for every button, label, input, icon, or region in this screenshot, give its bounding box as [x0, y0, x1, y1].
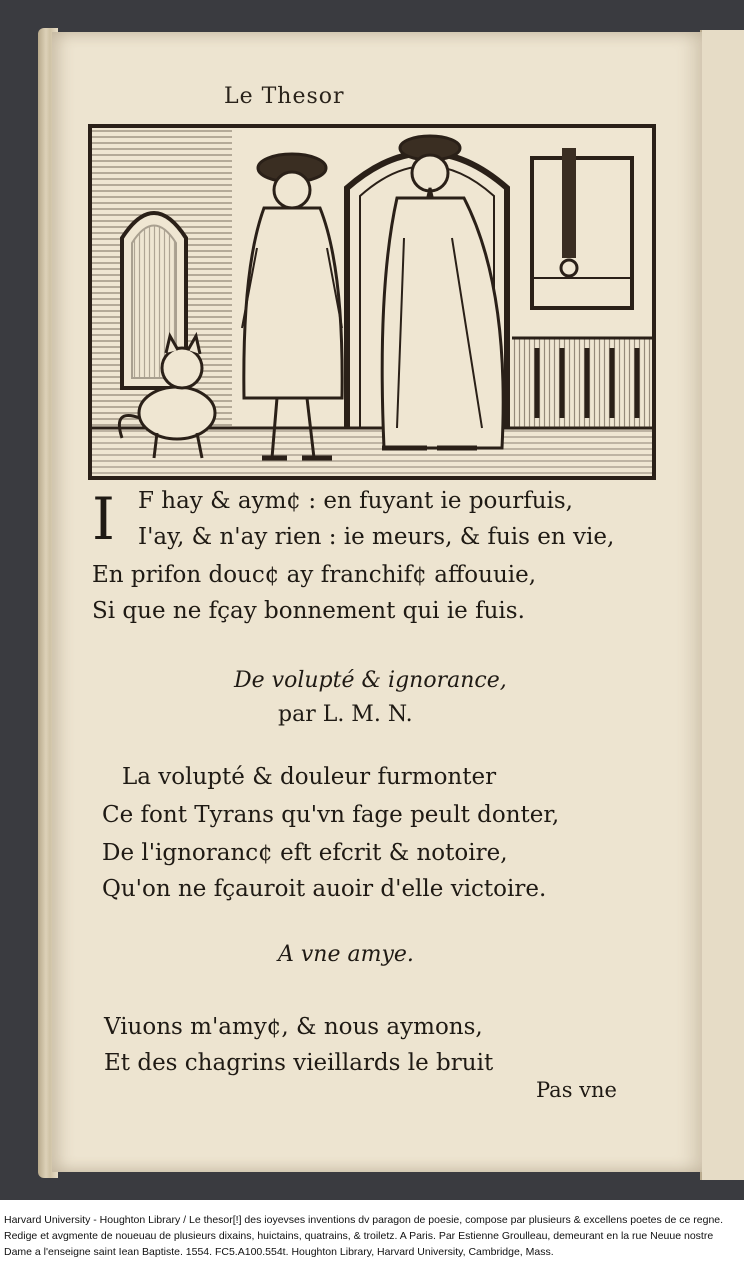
poem2-author: par L. M. N.	[278, 702, 413, 727]
poem2-line-1: La volupté & douleur furmonter	[122, 764, 497, 790]
poem3-title: A vne amye.	[278, 942, 414, 967]
book-page	[52, 32, 702, 1172]
image-caption: Harvard University - Houghton Library / Le thesor[!] des ioyevses inventions dv paragon de poesie, compose par plusieurs & excellens poetes de ce regne. Redige et avgmente de noueuau de plusieurs dixains, huictains, quatrains, & troiletz. A Paris. Par Estienne Groulleau, demeurant en la rue Neuue nostre Dame a l'enseigne saint Iean Baptiste. 1554. FC5.A100.554t. Houghton Library, Harvard University, Cambridge, Mass.	[0, 1200, 744, 1262]
facing-page-edge	[700, 30, 744, 1180]
running-head: Le Thesor	[224, 84, 345, 109]
poem2-line-3: De l'ignoranc¢ eft efcrit & notoire,	[102, 840, 508, 866]
poem1-line-2: I'ay, & n'ay rien : ie meurs, & fuis en vie,	[138, 524, 615, 550]
drop-cap: I	[92, 485, 115, 553]
poem1-line-1: F hay & aym¢ : en fuyant ie pourfuis,	[138, 488, 573, 514]
woodcut-drawing	[92, 128, 652, 476]
woodcut-illustration	[88, 124, 656, 480]
poem1-line-4: Si que ne fçay bonnement qui ie fuis.	[92, 598, 525, 624]
poem2-line-4: Qu'on ne fçauroit auoir d'elle victoire.	[102, 876, 547, 902]
catchword: Pas vne	[536, 1078, 617, 1102]
poem3-line-2: Et des chagrins vieillards le bruit	[104, 1050, 494, 1076]
poem1-line-3: En prifon douc¢ ay franchif¢ affouuie,	[92, 562, 537, 588]
poem3-line-1: Viuons m'amy¢, & nous aymons,	[104, 1014, 483, 1040]
poem2-line-2: Ce font Tyrans qu'vn fage peult donter,	[102, 802, 560, 828]
poem2-title: De volupté & ignorance,	[234, 668, 507, 693]
